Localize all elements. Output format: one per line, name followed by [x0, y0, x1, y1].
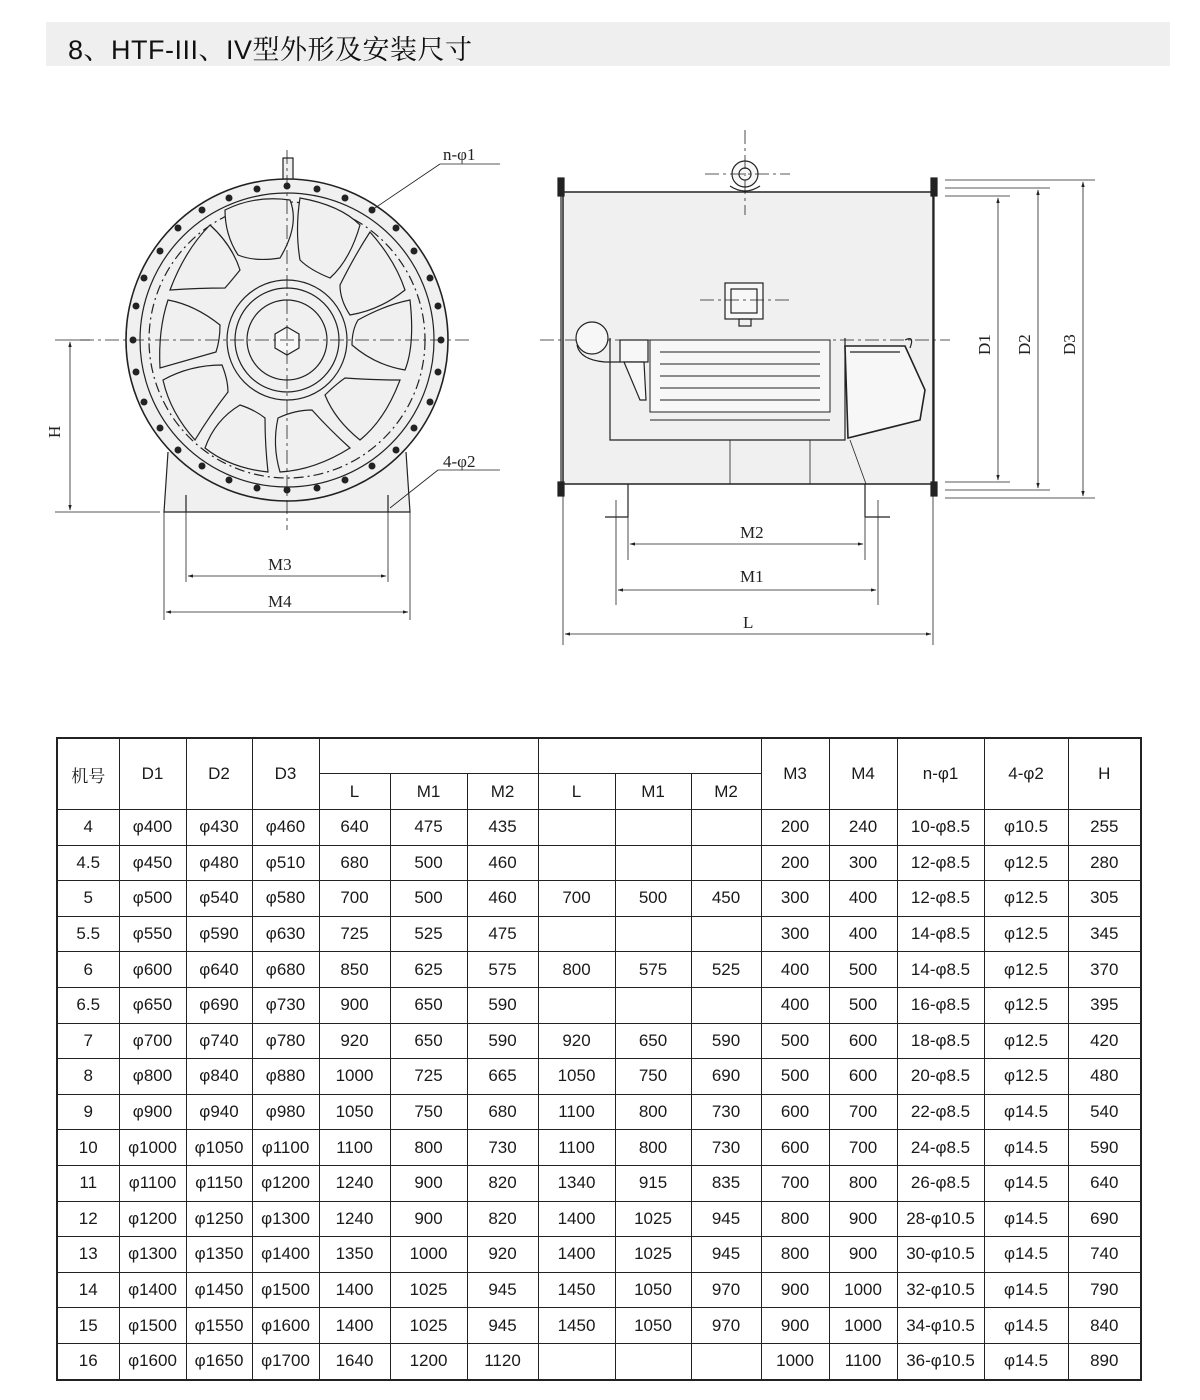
table-cell: 8 — [57, 1059, 119, 1095]
table-cell: 500 — [390, 845, 467, 881]
table-cell: 920 — [467, 1237, 538, 1273]
table-row — [57, 1165, 1141, 1201]
table-cell — [615, 1343, 691, 1379]
header-D2: D2 — [186, 738, 252, 810]
table-cell: 750 — [390, 1094, 467, 1130]
table-row — [57, 1343, 1141, 1379]
table-cell: 1025 — [615, 1237, 691, 1273]
table-cell — [691, 845, 761, 881]
table-cell: 970 — [691, 1272, 761, 1308]
table-cell: 9 — [57, 1094, 119, 1130]
table-cell: 740 — [1068, 1237, 1141, 1273]
table-cell: 1400 — [319, 1272, 390, 1308]
table-cell: 800 — [615, 1130, 691, 1166]
table-cell: φ14.5 — [984, 1272, 1068, 1308]
header-group-iv — [538, 738, 761, 774]
table-cell — [691, 810, 761, 846]
table-cell: φ650 — [119, 987, 186, 1023]
table-cell: 945 — [467, 1272, 538, 1308]
table-cell: 16-φ8.5 — [897, 987, 984, 1023]
table-cell: φ12.5 — [984, 952, 1068, 988]
table-cell: 1340 — [538, 1165, 615, 1201]
table-cell: 690 — [691, 1059, 761, 1095]
table-cell — [538, 1343, 615, 1379]
table-cell: φ800 — [119, 1059, 186, 1095]
table-cell: 400 — [761, 987, 829, 1023]
side-view — [540, 130, 1095, 645]
table-cell: 700 — [319, 881, 390, 917]
table-cell: φ730 — [252, 987, 319, 1023]
table-cell: 525 — [691, 952, 761, 988]
table-cell: 590 — [467, 987, 538, 1023]
table-cell: φ540 — [186, 881, 252, 917]
table-cell: 345 — [1068, 916, 1141, 952]
table-row — [57, 1201, 1141, 1237]
table-cell: 750 — [615, 1059, 691, 1095]
header-H: H — [1068, 738, 1141, 810]
table-cell: 680 — [467, 1094, 538, 1130]
table-cell: 625 — [390, 952, 467, 988]
table-cell: 575 — [615, 952, 691, 988]
table-cell: 305 — [1068, 881, 1141, 917]
table-cell: 840 — [1068, 1308, 1141, 1344]
table-body — [57, 810, 1141, 1380]
table-cell: 590 — [691, 1023, 761, 1059]
table-cell: φ1050 — [186, 1130, 252, 1166]
table-cell: 1640 — [319, 1343, 390, 1379]
table-cell: 700 — [829, 1094, 897, 1130]
table-cell: 34-φ10.5 — [897, 1308, 984, 1344]
table-header-row — [57, 738, 1141, 774]
table-cell: 600 — [761, 1094, 829, 1130]
table-cell: 920 — [538, 1023, 615, 1059]
table-cell: 1120 — [467, 1343, 538, 1379]
table-cell: φ580 — [252, 881, 319, 917]
table-cell: φ12.5 — [984, 1059, 1068, 1095]
table-cell: 900 — [761, 1308, 829, 1344]
table-cell: 575 — [467, 952, 538, 988]
table-cell: φ740 — [186, 1023, 252, 1059]
table-cell: 915 — [615, 1165, 691, 1201]
table-cell: φ14.5 — [984, 1094, 1068, 1130]
table-cell — [691, 916, 761, 952]
table-cell: 300 — [761, 881, 829, 917]
label-M3: M3 — [268, 555, 292, 574]
table-row — [57, 1130, 1141, 1166]
table-cell: φ12.5 — [984, 881, 1068, 917]
table-cell: 200 — [761, 845, 829, 881]
table-cell: 600 — [761, 1130, 829, 1166]
table-cell: φ1500 — [252, 1272, 319, 1308]
table-cell: 730 — [691, 1094, 761, 1130]
table-cell: 820 — [467, 1201, 538, 1237]
table-cell: 650 — [615, 1023, 691, 1059]
table-cell: 1000 — [390, 1237, 467, 1273]
page-title: 8、HTF-III、IV型外形及安装尺寸 — [68, 35, 473, 65]
table-cell: 500 — [829, 987, 897, 1023]
label-H: H — [45, 425, 64, 438]
table-cell: 590 — [467, 1023, 538, 1059]
table-cell: 725 — [319, 916, 390, 952]
table-cell: 1050 — [615, 1308, 691, 1344]
table-row — [57, 1308, 1141, 1344]
table-cell: 300 — [761, 916, 829, 952]
table-cell: φ1350 — [186, 1237, 252, 1273]
table-cell: φ1100 — [119, 1165, 186, 1201]
table-cell: 22-φ8.5 — [897, 1094, 984, 1130]
table-cell — [691, 987, 761, 1023]
table-cell: φ510 — [252, 845, 319, 881]
table-cell: 650 — [390, 987, 467, 1023]
table-cell: φ14.5 — [984, 1130, 1068, 1166]
table-cell: 600 — [829, 1059, 897, 1095]
table-cell — [538, 845, 615, 881]
table-cell: φ1250 — [186, 1201, 252, 1237]
table-cell: 700 — [761, 1165, 829, 1201]
table-cell: 900 — [829, 1201, 897, 1237]
table-cell: φ700 — [119, 1023, 186, 1059]
table-cell — [538, 810, 615, 846]
table-cell: φ1300 — [119, 1237, 186, 1273]
table-cell: 1400 — [538, 1237, 615, 1273]
table-cell — [691, 1343, 761, 1379]
table-cell: 14 — [57, 1272, 119, 1308]
table-cell: 1000 — [829, 1308, 897, 1344]
table-cell: 800 — [390, 1130, 467, 1166]
front-view — [55, 150, 500, 620]
table-cell: 500 — [829, 952, 897, 988]
table-row — [57, 952, 1141, 988]
table-cell: φ600 — [119, 952, 186, 988]
table-cell: 1100 — [538, 1130, 615, 1166]
table-cell: 460 — [467, 845, 538, 881]
table-row — [57, 881, 1141, 917]
table-cell: 500 — [615, 881, 691, 917]
table-cell: 945 — [691, 1201, 761, 1237]
subheader-M2: M2 — [691, 774, 761, 810]
table-cell: 700 — [538, 881, 615, 917]
table-cell: 400 — [829, 916, 897, 952]
label-D2: D2 — [1015, 334, 1034, 355]
table-cell: 600 — [829, 1023, 897, 1059]
table-cell: 640 — [1068, 1165, 1141, 1201]
table-cell — [615, 810, 691, 846]
table-cell: 540 — [1068, 1094, 1141, 1130]
table-cell: 1050 — [319, 1094, 390, 1130]
table-cell: 665 — [467, 1059, 538, 1095]
table-cell: 1025 — [615, 1201, 691, 1237]
table-cell: φ460 — [252, 810, 319, 846]
table-cell: 725 — [390, 1059, 467, 1095]
table-cell: 900 — [829, 1237, 897, 1273]
header-M4: M4 — [829, 738, 897, 810]
table-cell: 240 — [829, 810, 897, 846]
table-cell: φ900 — [119, 1094, 186, 1130]
header-group-iii — [319, 738, 538, 774]
label-L: L — [743, 613, 754, 632]
table-cell: 970 — [691, 1308, 761, 1344]
table-cell: 730 — [691, 1130, 761, 1166]
table-cell: φ880 — [252, 1059, 319, 1095]
label-M4: M4 — [268, 592, 292, 611]
table-cell: φ630 — [252, 916, 319, 952]
table-cell: 15 — [57, 1308, 119, 1344]
table-cell: 1050 — [615, 1272, 691, 1308]
table-cell: 1100 — [538, 1094, 615, 1130]
table-cell: 800 — [538, 952, 615, 988]
table-cell: 435 — [467, 810, 538, 846]
table-row — [57, 916, 1141, 952]
table-cell: 920 — [319, 1023, 390, 1059]
table-cell: φ1700 — [252, 1343, 319, 1379]
table-cell: φ10.5 — [984, 810, 1068, 846]
table-cell: φ1000 — [119, 1130, 186, 1166]
table-cell: φ1200 — [252, 1165, 319, 1201]
table-cell: φ680 — [252, 952, 319, 988]
table-cell: φ550 — [119, 916, 186, 952]
table-cell: φ400 — [119, 810, 186, 846]
table-cell: 280 — [1068, 845, 1141, 881]
dimensions-table — [56, 737, 1142, 1381]
table-cell: 24-φ8.5 — [897, 1130, 984, 1166]
table-cell: 400 — [761, 952, 829, 988]
table-cell: φ12.5 — [984, 987, 1068, 1023]
table-cell: 730 — [467, 1130, 538, 1166]
table-cell: φ1400 — [252, 1237, 319, 1273]
table-cell: φ480 — [186, 845, 252, 881]
table-cell: φ640 — [186, 952, 252, 988]
table-cell: 420 — [1068, 1023, 1141, 1059]
table-cell: 475 — [467, 916, 538, 952]
table-cell: 5.5 — [57, 916, 119, 952]
table-cell: φ450 — [119, 845, 186, 881]
table-cell: 900 — [390, 1201, 467, 1237]
table-cell: 1350 — [319, 1237, 390, 1273]
table-cell: 800 — [761, 1237, 829, 1273]
table-cell: φ14.5 — [984, 1237, 1068, 1273]
header-4-phi2: 4-φ2 — [984, 738, 1068, 810]
table-cell: 26-φ8.5 — [897, 1165, 984, 1201]
label-M1: M1 — [740, 567, 764, 586]
table-cell: 13 — [57, 1237, 119, 1273]
table-row — [57, 1237, 1141, 1273]
table-cell: φ840 — [186, 1059, 252, 1095]
table-cell: φ780 — [252, 1023, 319, 1059]
label-n-phi1: n-φ1 — [443, 145, 476, 164]
table-cell: φ1150 — [186, 1165, 252, 1201]
table-row — [57, 1272, 1141, 1308]
table-row — [57, 1023, 1141, 1059]
table-cell: φ980 — [252, 1094, 319, 1130]
table-cell: 1240 — [319, 1201, 390, 1237]
table-cell: 1200 — [390, 1343, 467, 1379]
table-cell: 450 — [691, 881, 761, 917]
table-cell: φ1200 — [119, 1201, 186, 1237]
table-cell: φ14.5 — [984, 1201, 1068, 1237]
table-cell: 14-φ8.5 — [897, 916, 984, 952]
table-cell: 590 — [1068, 1130, 1141, 1166]
table-cell: 1000 — [319, 1059, 390, 1095]
table-cell: 1100 — [829, 1343, 897, 1379]
table-cell: φ1400 — [119, 1272, 186, 1308]
motor-ribs — [650, 340, 830, 420]
header-n-phi1: n-φ1 — [897, 738, 984, 810]
table-cell: 200 — [761, 810, 829, 846]
table-cell: 460 — [467, 881, 538, 917]
table-cell: 300 — [829, 845, 897, 881]
table-cell — [615, 916, 691, 952]
table-cell: 650 — [390, 1023, 467, 1059]
table-cell: φ940 — [186, 1094, 252, 1130]
table-cell: 945 — [467, 1308, 538, 1344]
table-cell: 5 — [57, 881, 119, 917]
table-cell: 690 — [1068, 1201, 1141, 1237]
table-row — [57, 810, 1141, 846]
table-cell: φ14.5 — [984, 1308, 1068, 1344]
label-D3: D3 — [1060, 334, 1079, 355]
table-cell: 10 — [57, 1130, 119, 1166]
table-cell: 900 — [390, 1165, 467, 1201]
header-model: 机号 — [57, 738, 119, 810]
table-cell: φ14.5 — [984, 1343, 1068, 1379]
table-cell: 36-φ10.5 — [897, 1343, 984, 1379]
lifting-lug — [283, 158, 293, 180]
table-cell: φ500 — [119, 881, 186, 917]
table-cell: 18-φ8.5 — [897, 1023, 984, 1059]
table-cell: 6.5 — [57, 987, 119, 1023]
table-cell: φ12.5 — [984, 1023, 1068, 1059]
table-cell: 800 — [761, 1201, 829, 1237]
table-cell: 10-φ8.5 — [897, 810, 984, 846]
table-cell: 1000 — [829, 1272, 897, 1308]
table-cell: 800 — [829, 1165, 897, 1201]
table-cell: 900 — [761, 1272, 829, 1308]
table-cell: 890 — [1068, 1343, 1141, 1379]
table-cell: 1025 — [390, 1308, 467, 1344]
table-cell: 500 — [761, 1023, 829, 1059]
label-D1: D1 — [975, 334, 994, 355]
table-cell: 12-φ8.5 — [897, 845, 984, 881]
table-cell: 20-φ8.5 — [897, 1059, 984, 1095]
table-cell: 28-φ10.5 — [897, 1201, 984, 1237]
table-cell: 12-φ8.5 — [897, 881, 984, 917]
subheader-M1: M1 — [390, 774, 467, 810]
table-cell: 820 — [467, 1165, 538, 1201]
table-cell — [615, 987, 691, 1023]
table-cell: 7 — [57, 1023, 119, 1059]
subheader-L: L — [538, 774, 615, 810]
table-cell: 30-φ10.5 — [897, 1237, 984, 1273]
table-cell — [538, 987, 615, 1023]
table-cell: 14-φ8.5 — [897, 952, 984, 988]
table-cell: 1100 — [319, 1130, 390, 1166]
table-cell: 850 — [319, 952, 390, 988]
table-cell: φ1600 — [252, 1308, 319, 1344]
table-cell: 6 — [57, 952, 119, 988]
table-cell: φ430 — [186, 810, 252, 846]
table-cell: φ12.5 — [984, 845, 1068, 881]
table-row — [57, 845, 1141, 881]
table-cell: 640 — [319, 810, 390, 846]
table-cell — [615, 845, 691, 881]
label-M2: M2 — [740, 523, 764, 542]
table-cell: 1400 — [538, 1201, 615, 1237]
header-D1: D1 — [119, 738, 186, 810]
table-cell: φ1550 — [186, 1308, 252, 1344]
subheader-L: L — [319, 774, 390, 810]
table-row — [57, 1059, 1141, 1095]
table-cell: 255 — [1068, 810, 1141, 846]
table-cell: 32-φ10.5 — [897, 1272, 984, 1308]
table-cell: 1050 — [538, 1059, 615, 1095]
table-cell: φ1450 — [186, 1272, 252, 1308]
header-M3: M3 — [761, 738, 829, 810]
table-cell: φ1600 — [119, 1343, 186, 1379]
table-cell: 800 — [615, 1094, 691, 1130]
table-cell: 1450 — [538, 1272, 615, 1308]
table-row — [57, 1094, 1141, 1130]
table-cell: 475 — [390, 810, 467, 846]
table-cell: φ1500 — [119, 1308, 186, 1344]
table-cell: 11 — [57, 1165, 119, 1201]
table-cell: φ690 — [186, 987, 252, 1023]
table-cell: 1450 — [538, 1308, 615, 1344]
table-cell: φ1100 — [252, 1130, 319, 1166]
table-cell: 680 — [319, 845, 390, 881]
table-cell: 500 — [761, 1059, 829, 1095]
table-cell: 790 — [1068, 1272, 1141, 1308]
table-cell: 12 — [57, 1201, 119, 1237]
table-cell: 900 — [319, 987, 390, 1023]
table-cell: 395 — [1068, 987, 1141, 1023]
header-D3: D3 — [252, 738, 319, 810]
table-cell: 1240 — [319, 1165, 390, 1201]
table-cell: 1400 — [319, 1308, 390, 1344]
table-cell: φ1650 — [186, 1343, 252, 1379]
table-cell: 500 — [390, 881, 467, 917]
subheader-M2: M2 — [467, 774, 538, 810]
table-cell: φ1300 — [252, 1201, 319, 1237]
table-cell: 835 — [691, 1165, 761, 1201]
table-cell: 16 — [57, 1343, 119, 1379]
table-cell: 4 — [57, 810, 119, 846]
label-4-phi2: 4-φ2 — [443, 452, 476, 471]
table-cell: φ14.5 — [984, 1165, 1068, 1201]
table-cell: 945 — [691, 1237, 761, 1273]
table-cell: φ12.5 — [984, 916, 1068, 952]
table-cell: 480 — [1068, 1059, 1141, 1095]
table-cell — [538, 916, 615, 952]
table-cell: 525 — [390, 916, 467, 952]
table-cell: 370 — [1068, 952, 1141, 988]
table-cell: 1025 — [390, 1272, 467, 1308]
table-row — [57, 987, 1141, 1023]
subheader-M1: M1 — [615, 774, 691, 810]
table-cell: 700 — [829, 1130, 897, 1166]
table-cell: 1000 — [761, 1343, 829, 1379]
table-cell: 4.5 — [57, 845, 119, 881]
table-cell: 400 — [829, 881, 897, 917]
table-cell: φ590 — [186, 916, 252, 952]
